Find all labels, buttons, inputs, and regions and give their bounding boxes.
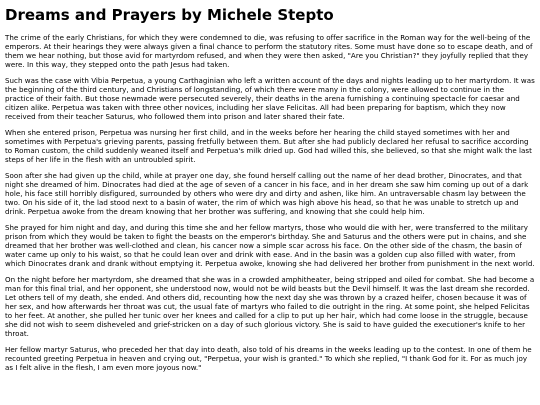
paragraph-1: The crime of the early Christians, for which they were condemned to die, was refusing to offer sacrifice in the Roman way for the well-being of the emperors. At their hearings they were always given a final chance to perform the statutory rites. Some must have done so to escape death, and of them we hear nothing, but those avid for martyrdom refused, and when they were then asked, "Are you Christian?" they joyfully replied that they were. In this way, they stepped onto the path Jesus had taken.: [5, 33, 533, 69]
paragraph-5: She prayed for him night and day, and during this time she and her fellow martyrs, those who would die with her, were transferred to the military prison from which they would be taken to fight the beasts on the emperor's birthday. She and Saturus and the others were put in chains, and she dreamed that her brother was well-clothed and clean, his cancer now a simple scar across his face. On the other side of the chasm, the basin of water came up only to his waist, so that he could lean over and drink with ease. And in the basin was a golden cup also filled with water, from which Dinocrates drank and drank without emptying it. Perpetua awoke, knowing she had delivered her brother from punishment in the next world.: [5, 223, 535, 268]
paragraph-2: Such was the case with Vibia Perpetua, a young Carthaginian who left a written account of the days and nights leading up to her martyrdom. It was the beginning of the third century, and Christians of longstanding, of which there were many in the colony, were allowed to continue in the practice of their faith. But those newmade were persecuted severely, their deaths in the arena furnishing a continuing spectacle for caesar and citizen alike. Perpetua was taken with three other novices, including her slave Felicitas. All had been preparing for baptism, which they now received from their teacher Saturus, who followed them into prison and later shared their fate.: [5, 76, 535, 121]
paragraph-4: Soon after she had given up the child, while at prayer one day, she found herself calling out the name of her dead brother, Dinocrates, and that night she dreamed of him. Dinocrates had died at the age of seven of a cancer in his face, and in her dream she saw him coming up out of a dark hole, his face still horribly disfigured, surrounded by others who were dry and dirty and ashen, like him. An untraversable chasm lay between the two. On his side of it, the lad stood next to a basin of water, the rim of which was high above his head, so that he was unable to stretch up and drink. Perpetua awoke from the dream knowing that her brother was suffering, and knowing that she could help him.: [5, 171, 529, 216]
article-title: Dreams and Prayers by Michele Stepto: [5, 6, 334, 24]
paragraph-6: On the night before her martyrdom, she dreamed that she was in a crowded amphitheater, being stripped and oiled for combat. She had become a man for this final trial, and her opponent, she understood now, would not be wild beasts but the Devil himself. It was the last dream she recorded. Let others tell of my death, she ended. And others did, recounting how the next day she was thrown by a crazed heifer, chosen because it was of her sex, and how afterwards her throat was cut, the usual fate of martyrs who failed to die outright in the ring. At some point, she helped Felicitas to her feet. At another, she pulled her tunic over her knees and called for a clip to put up her hair, which had come loose in the struggle, because she did not wish to seem disheveled and grief-stricken on a day of such glorious victory. She is said to have guided the executioner's knife to her throat.: [5, 275, 535, 338]
paragraph-7: Her fellow martyr Saturus, who preceded her that day into death, also told of his dreams in the weeks leading up to the contest. In one of them he recounted greeting Perpetua in heaven and crying out, "Perpetua, your wish is granted." To which she replied, "I thank God for it. For as much joy as I felt alive in the flesh, I am even more joyous now.": [5, 345, 532, 372]
paragraph-3: When she entered prison, Perpetua was nursing her first child, and in the weeks before her hearing the child stayed sometimes with her and sometimes with Perpetua's grieving parents, passing fretfully between them. But after she had publicly declared her refusal to sacrifice according to Roman custom, the child suddenly weaned itself and Perpetua's milk dried up. God had willed this, she believed, so that she might walk the last steps of her life in the flesh with an untroubled spirit.: [5, 128, 532, 164]
